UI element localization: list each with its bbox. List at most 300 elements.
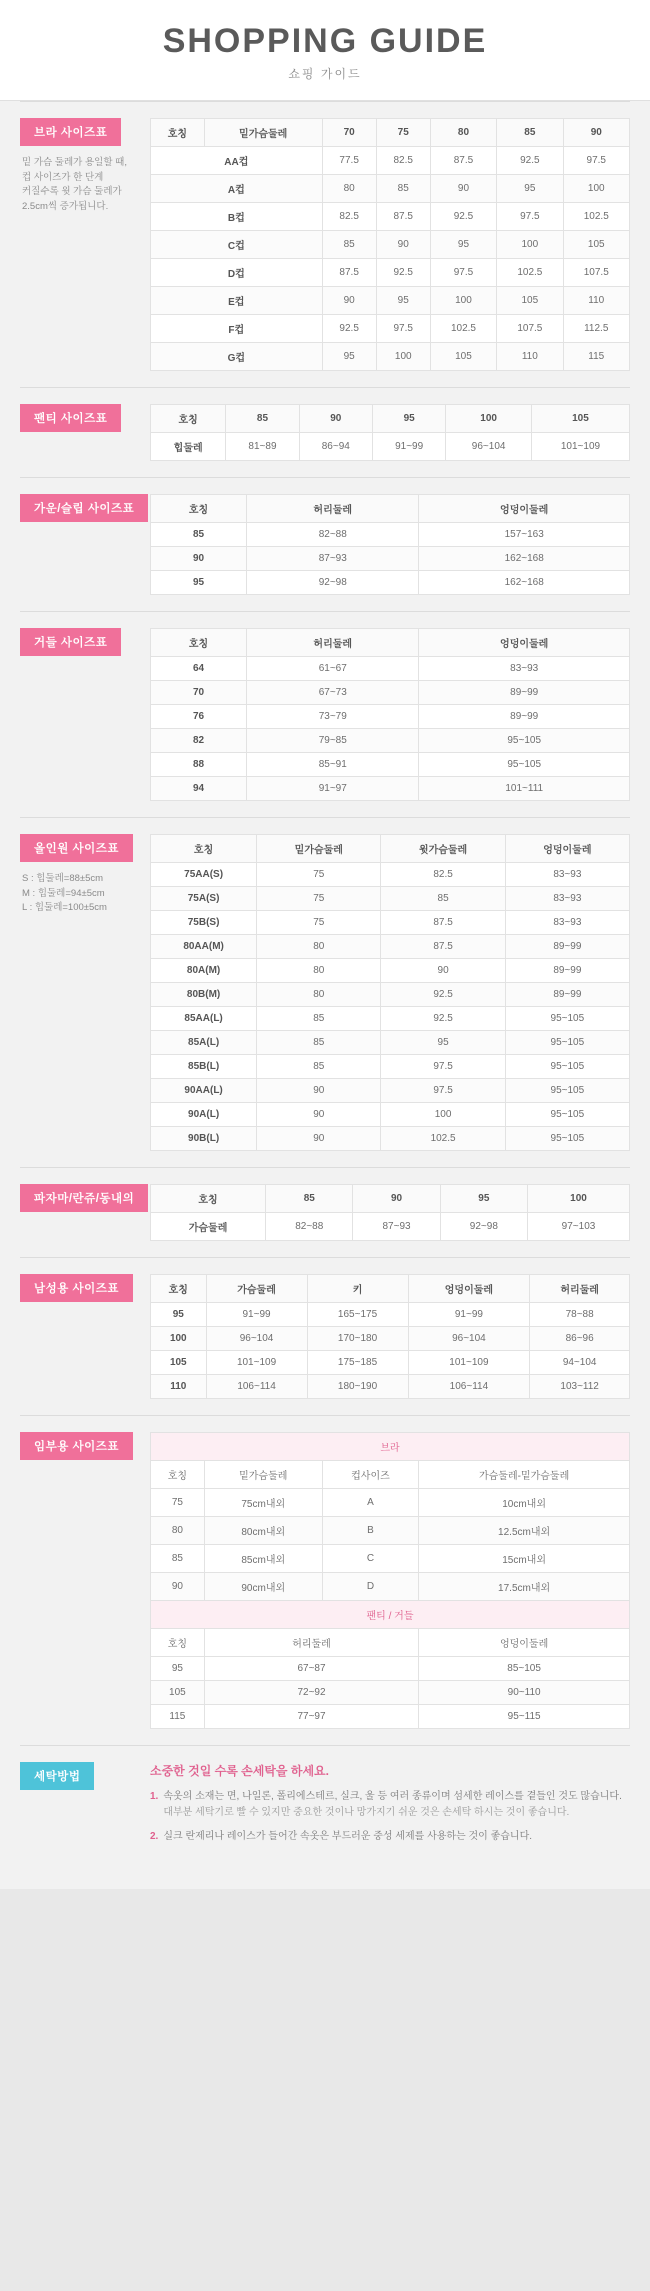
table-cell: 90 [322,287,376,315]
column-header: 컵사이즈 [322,1461,419,1489]
table-cell: 82.5 [381,863,505,887]
column-header: 100 [528,1185,630,1213]
table-cell: 75 [257,911,381,935]
table-cell: 102.5 [381,1127,505,1151]
table-row [151,705,630,729]
table-cell: 77.5 [322,147,376,175]
table-cell: 88 [151,753,247,777]
column-header: 호칭 [151,495,247,523]
table-cell: 76 [151,705,247,729]
table-cell: 95~105 [505,1079,629,1103]
table-cell: 85A(L) [151,1031,257,1055]
table-cell: 82~88 [266,1213,353,1241]
section-maternity [0,1416,650,1745]
table-cell: 106~114 [408,1375,530,1399]
table-cell: 95 [376,287,430,315]
table-cell: 90B(L) [151,1127,257,1151]
table-cell: 115 [563,343,629,371]
table-cell: 105 [430,343,496,371]
table-cell: 91~99 [372,433,445,461]
table-cell: G컵 [151,343,323,371]
column-header: 허리둘레 [204,1629,418,1657]
washing-item-main: 속옷의 소재는 면, 나일론, 폴리에스테르, 실크, 울 등 여러 종류이며 섬세한 레이스를 곁들인 것도 많습니다. [163,1791,622,1803]
table-row [151,175,630,203]
table-cell: 100 [381,1103,505,1127]
table-cell: 80 [151,1517,205,1545]
table-cell: 165~175 [307,1303,408,1327]
table-cell: 91~99 [206,1303,307,1327]
table-cell: 91~99 [408,1303,530,1327]
table-cell: 67~87 [204,1657,418,1681]
table-cell: 80cm내외 [204,1517,322,1545]
table-cell: 97~103 [528,1213,630,1241]
table-cell: 67~73 [247,681,419,705]
table-cell: 101~111 [419,777,630,801]
table-cell: 95 [322,343,376,371]
table-cell: 85AA(L) [151,1007,257,1031]
table-cell: 97.5 [563,147,629,175]
table-cell: 89~99 [505,983,629,1007]
table-cell: 75 [151,1489,205,1517]
washing-body [150,1762,630,1853]
table-row [151,1545,630,1573]
table-cell: 61~67 [247,657,419,681]
table-cell: 75A(S) [151,887,257,911]
column-header: 70 [322,119,376,147]
table-cell: 97.5 [430,259,496,287]
table-cell: 87.5 [430,147,496,175]
column-header: 90 [299,405,372,433]
table-cell: 110 [497,343,563,371]
table-cell: 95 [430,231,496,259]
table-cell: 70 [151,681,247,705]
table-cell: 100 [376,343,430,371]
table-cell: 80 [257,935,381,959]
table-cell: 106~114 [206,1375,307,1399]
table-cell: 101~109 [206,1351,307,1375]
table-cell: 89~99 [419,681,630,705]
table-cell: 87.5 [376,203,430,231]
column-header: 호칭 [151,405,226,433]
section-tag: 브라 사이즈표 [20,118,121,146]
page-subtitle: 쇼핑 가이드 [288,67,362,81]
table-cell: 97.5 [381,1079,505,1103]
table-cell: 89~99 [419,705,630,729]
table-cell: 90 [257,1127,381,1151]
table-cell: 83~93 [419,657,630,681]
table-cell: 64 [151,657,247,681]
table-row [151,287,630,315]
table-cell: 85~105 [419,1657,630,1681]
table-cell: 105 [151,1681,205,1705]
table-cell: 87.5 [381,911,505,935]
table-row [151,1055,630,1079]
section-left [20,1274,150,1302]
column-header: 95 [440,1185,527,1213]
table-cell: 80 [257,959,381,983]
column-header: 엉덩이둘레 [419,629,630,657]
table-cell: 85 [322,231,376,259]
table-cell: 85 [381,887,505,911]
table-subheader: 팬티 / 거들 [151,1601,630,1629]
table-row [151,1103,630,1127]
column-header: 호칭 [151,629,247,657]
section-left [20,1432,150,1460]
table-cell: 87.5 [381,935,505,959]
table-row [151,657,630,681]
table-cell: 87~93 [247,547,419,571]
column-header: 밑가슴둘레 [204,119,322,147]
table-cell: 90 [430,175,496,203]
column-header: 호칭 [151,1461,205,1489]
table-row [151,1127,630,1151]
table-cell: 162~168 [419,571,630,595]
washing-tag: 세탁방법 [20,1762,94,1790]
table-cell: 86~94 [299,433,372,461]
size-table [150,404,630,461]
table-cell: 87.5 [322,259,376,287]
table-cell: 180~190 [307,1375,408,1399]
section-2 [0,478,650,611]
column-header: 80 [430,119,496,147]
column-header: 엉덩이둘레 [505,835,629,863]
column-header: 90 [353,1185,440,1213]
section-right [150,834,630,1151]
table-cell: 15cm내외 [419,1545,630,1573]
section-3 [0,612,650,817]
table-cell: 83~93 [505,863,629,887]
table-cell: 90AA(L) [151,1079,257,1103]
column-header: 허리둘레 [247,495,419,523]
table-cell: 102.5 [430,315,496,343]
table-cell: 91~97 [247,777,419,801]
table-cell: 112.5 [563,315,629,343]
table-row [151,231,630,259]
table-cell: 12.5cm내외 [419,1517,630,1545]
section-right [150,1432,630,1729]
table-row [151,887,630,911]
table-cell: 107.5 [497,315,563,343]
table-cell: C [322,1545,419,1573]
table-cell: D컵 [151,259,323,287]
washing-item [150,1789,630,1821]
table-cell: 77~97 [204,1705,418,1729]
table-cell: 162~168 [419,547,630,571]
section-right [150,118,630,371]
size-table [150,628,630,801]
table-cell: 72~92 [204,1681,418,1705]
table-row [151,1517,630,1545]
column-header: 가슴둘레 [206,1275,307,1303]
table-cell: 94 [151,777,247,801]
table-cell: 90 [151,1573,205,1601]
table-cell: 가슴둘레 [151,1213,266,1241]
table-cell: 101~109 [408,1351,530,1375]
table-cell: 102.5 [497,259,563,287]
size-table [150,1184,630,1241]
table-cell: 97.5 [497,203,563,231]
table-cell: 95 [381,1031,505,1055]
section-tag: 가운/슬립 사이즈표 [20,494,148,522]
page-header [0,0,650,101]
section-left [20,118,150,215]
table-row [151,1489,630,1517]
table-header-row [151,1461,630,1489]
washing-item-main: 실크 란제리나 레이스가 들어간 속옷은 부드러운 중성 세제를 사용하는 것이 좋습니다. [163,1831,533,1843]
section-tag: 팬티 사이즈표 [20,404,121,432]
table-row [151,1657,630,1681]
table-cell: 80 [257,983,381,1007]
table-row [151,729,630,753]
table-cell: 92.5 [381,983,505,1007]
section-right [150,494,630,595]
column-header: 호칭 [151,1275,207,1303]
table-cell: 105 [151,1351,207,1375]
table-cell: 95~105 [419,753,630,777]
column-header: 75 [376,119,430,147]
table-cell: 90cm내외 [204,1573,322,1601]
section-washing [0,1746,650,1869]
table-row [151,343,630,371]
table-cell: 96~104 [446,433,532,461]
table-cell: 86~96 [530,1327,630,1351]
table-cell: 80AA(M) [151,935,257,959]
table-cell: 85 [151,523,247,547]
table-cell: 100 [430,287,496,315]
table-cell: 95~105 [505,1031,629,1055]
size-table [150,494,630,595]
table-cell: 89~99 [505,935,629,959]
table-cell: 17.5cm내외 [419,1573,630,1601]
table-row [151,777,630,801]
table-cell: 92.5 [497,147,563,175]
column-header: 105 [531,405,629,433]
table-row [151,433,630,461]
table-cell: B컵 [151,203,323,231]
size-table [150,1274,630,1399]
section-note: S : 힙둘레=88±5cm M : 힙둘레=94±5cm L : 힙둘레=100±5cm [22,873,107,914]
table-cell: F컵 [151,315,323,343]
column-header: 85 [266,1185,353,1213]
table-row [151,1303,630,1327]
column-header: 호칭 [151,119,205,147]
column-header: 키 [307,1275,408,1303]
table-cell: 95~115 [419,1705,630,1729]
table-cell: 110 [563,287,629,315]
table-cell: 90 [257,1103,381,1127]
table-cell: 105 [497,287,563,315]
size-table [150,834,630,1151]
section-left [20,834,150,916]
table-row [151,1007,630,1031]
table-row [151,863,630,887]
column-header: 허리둘레 [247,629,419,657]
table-cell: 92.5 [376,259,430,287]
table-row [151,1705,630,1729]
table-cell: 92.5 [381,1007,505,1031]
column-header: 엉덩이둘레 [419,1629,630,1657]
table-cell: 82~88 [247,523,419,547]
section-0 [0,102,650,387]
table-cell: 83~93 [505,911,629,935]
table-row [151,1079,630,1103]
table-cell: 95~105 [505,1055,629,1079]
washing-item-sub: 대부분 세탁기로 빨 수 있지만 중요한 것이나 망가지기 쉬운 것은 손세탁 하시는 것이 좋습니다. [163,1807,570,1819]
table-cell: 110 [151,1375,207,1399]
table-cell: C컵 [151,231,323,259]
table-cell: AA컵 [151,147,323,175]
washing-item-text [163,1829,630,1845]
table-cell: 82.5 [376,147,430,175]
section-right [150,404,630,461]
section-tag: 임부용 사이즈표 [20,1432,133,1460]
table-cell: 95 [151,571,247,595]
washing-item [150,1829,630,1845]
table-cell: 97.5 [381,1055,505,1079]
column-header: 95 [372,405,445,433]
table-cell: 85cm내외 [204,1545,322,1573]
table-row [151,1681,630,1705]
table-cell: 95 [151,1657,205,1681]
table-subheader-row [151,1601,630,1629]
table-cell: 75B(S) [151,911,257,935]
table-cell: A [322,1489,419,1517]
table-cell: 80B(M) [151,983,257,1007]
table-cell: 92.5 [322,315,376,343]
table-cell: 85 [151,1545,205,1573]
table-row [151,1031,630,1055]
table-cell: 80 [322,175,376,203]
table-cell: 103~112 [530,1375,630,1399]
table-cell: 87~93 [353,1213,440,1241]
table-row [151,315,630,343]
table-cell: 80A(M) [151,959,257,983]
table-row [151,203,630,231]
table-cell: 83~93 [505,887,629,911]
table-cell: 75 [257,863,381,887]
table-cell: A컵 [151,175,323,203]
table-cell: 90 [376,231,430,259]
table-cell: 101~109 [531,433,629,461]
column-header: 호칭 [151,1629,205,1657]
table-cell: 75AA(S) [151,863,257,887]
table-cell: 79~85 [247,729,419,753]
section-tag: 파자마/란쥬/동내의 [20,1184,148,1212]
table-cell: 100 [497,231,563,259]
table-cell: 85 [257,1055,381,1079]
table-row [151,983,630,1007]
table-cell: 85~91 [247,753,419,777]
section-6 [0,1258,650,1415]
table-cell: D [322,1573,419,1601]
table-cell: 92.5 [430,203,496,231]
table-cell: 82 [151,729,247,753]
table-cell: 95~105 [505,1127,629,1151]
column-header: 밑가슴둘레 [204,1461,322,1489]
column-header: 엉덩이둘레 [419,495,630,523]
maternity-table [150,1432,630,1729]
table-row [151,935,630,959]
section-left [20,404,150,432]
table-cell: 107.5 [563,259,629,287]
section-right [150,628,630,801]
column-header: 허리둘레 [530,1275,630,1303]
section-tag: 거들 사이즈표 [20,628,121,656]
section-note: 밑 가슴 둘레가 용일할 때, 컵 사이즈가 한 단계 커질수록 윗 가슴 둘레가 2.5cm씩 증가됩니다. [22,157,127,213]
table-cell: 85 [376,175,430,203]
table-cell: 90 [381,959,505,983]
table-cell: 90~110 [419,1681,630,1705]
column-header: 85 [497,119,563,147]
table-subheader: 브라 [151,1433,630,1461]
table-cell: 100 [563,175,629,203]
table-cell: 95 [151,1303,207,1327]
section-1 [0,388,650,477]
table-cell: 175~185 [307,1351,408,1375]
table-row [151,523,630,547]
column-header: 100 [446,405,532,433]
column-header: 90 [563,119,629,147]
column-header: 85 [226,405,299,433]
table-cell: 97.5 [376,315,430,343]
table-cell: 115 [151,1705,205,1729]
table-row [151,753,630,777]
table-row [151,1573,630,1601]
section-left [20,1184,150,1212]
table-cell: 96~104 [408,1327,530,1351]
table-row [151,1213,630,1241]
section-right [150,1184,630,1241]
table-cell: 100 [151,1327,207,1351]
table-cell: 75cm내외 [204,1489,322,1517]
table-cell: 89~99 [505,959,629,983]
table-cell: E컵 [151,287,323,315]
table-row [151,681,630,705]
table-header-row [151,1629,630,1657]
washing-item-number: 1. [150,1791,159,1803]
table-cell: B [322,1517,419,1545]
section-right [150,1274,630,1399]
table-cell: 90A(L) [151,1103,257,1127]
table-row [151,259,630,287]
column-header: 호칭 [151,835,257,863]
table-cell: 90 [257,1079,381,1103]
washing-item-number: 2. [150,1831,159,1843]
washing-item-text [163,1789,630,1821]
table-cell: 92~98 [247,571,419,595]
table-cell: 85B(L) [151,1055,257,1079]
table-cell: 170~180 [307,1327,408,1351]
table-row [151,1375,630,1399]
table-row [151,547,630,571]
table-cell: 95 [497,175,563,203]
table-cell: 102.5 [563,203,629,231]
table-cell: 73~79 [247,705,419,729]
table-cell: 10cm내외 [419,1489,630,1517]
table-cell: 92~98 [440,1213,527,1241]
washing-title: 소중한 것일 수록 손세탁을 하세요. [150,1764,329,1778]
table-cell: 81~89 [226,433,299,461]
section-left [20,628,150,656]
section-tag: 올인원 사이즈표 [20,834,133,862]
column-header: 엉덩이둘레 [408,1275,530,1303]
table-cell: 95~105 [419,729,630,753]
table-cell: 75 [257,887,381,911]
column-header: 밑가슴둘레 [257,835,381,863]
table-cell: 85 [257,1031,381,1055]
table-row [151,1327,630,1351]
table-cell: 96~104 [206,1327,307,1351]
